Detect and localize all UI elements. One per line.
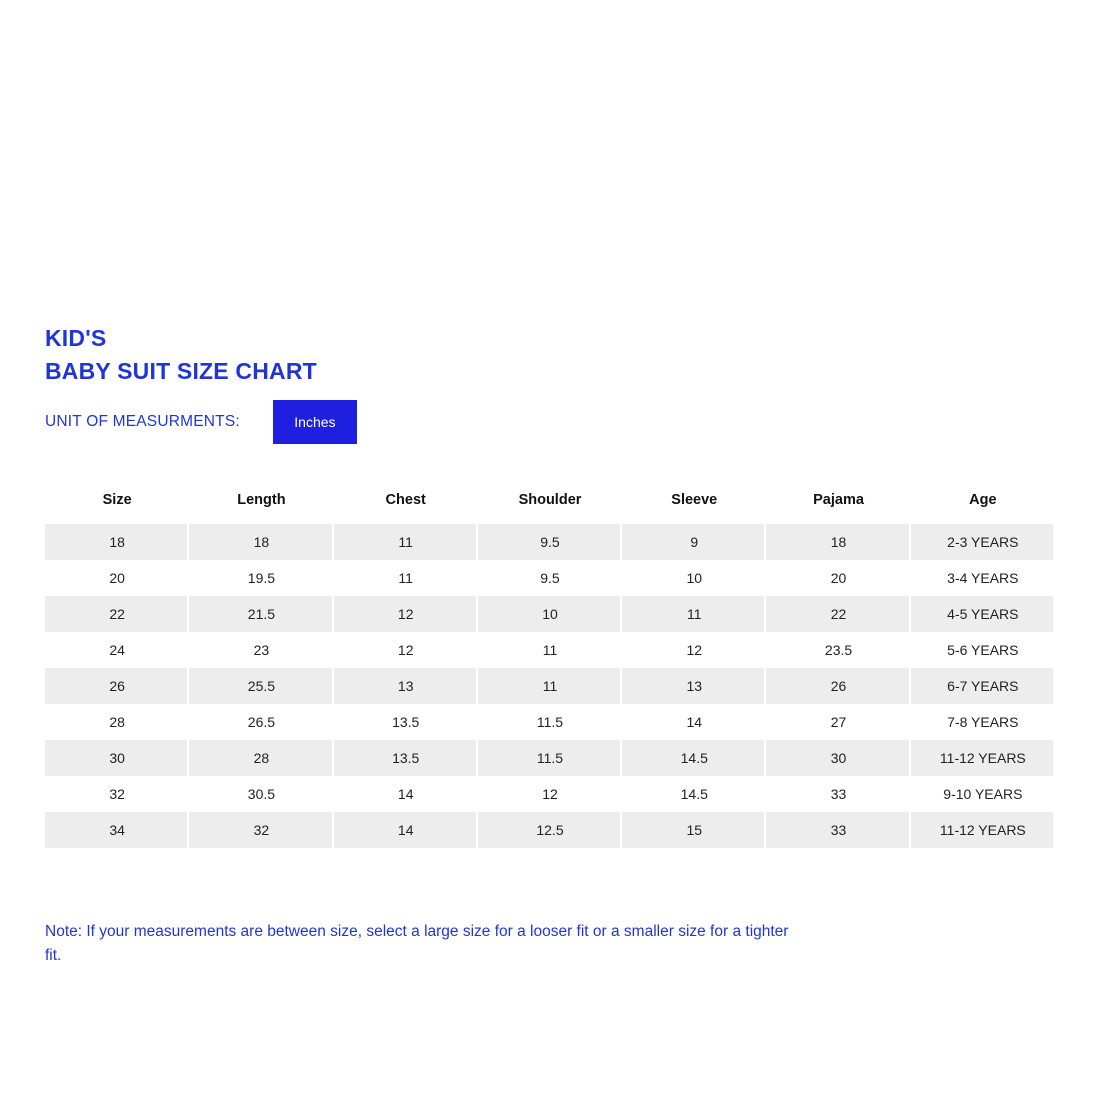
column-header-shoulder: Shoulder bbox=[478, 484, 622, 524]
title-line-1: KID'S bbox=[45, 325, 107, 351]
cell-age: 2-3 YEARS bbox=[911, 524, 1055, 560]
cell-length: 32 bbox=[189, 812, 333, 848]
cell-shoulder: 9.5 bbox=[478, 524, 622, 560]
cell-chest: 12 bbox=[334, 596, 478, 632]
column-header-pajama: Pajama bbox=[766, 484, 910, 524]
cell-sleeve: 10 bbox=[622, 560, 766, 596]
unit-toggle-inches[interactable]: Inches bbox=[273, 400, 357, 444]
cell-sleeve: 13 bbox=[622, 668, 766, 704]
cell-age: 4-5 YEARS bbox=[911, 596, 1055, 632]
cell-sleeve: 14.5 bbox=[622, 776, 766, 812]
cell-sleeve: 15 bbox=[622, 812, 766, 848]
cell-pajama: 33 bbox=[766, 812, 910, 848]
size-chart-table bbox=[45, 484, 1055, 848]
cell-length: 28 bbox=[189, 740, 333, 776]
cell-shoulder: 11.5 bbox=[478, 704, 622, 740]
cell-length: 26.5 bbox=[189, 704, 333, 740]
cell-sleeve: 9 bbox=[622, 524, 766, 560]
cell-sleeve: 12 bbox=[622, 632, 766, 668]
cell-length: 18 bbox=[189, 524, 333, 560]
table-row bbox=[45, 560, 1055, 596]
column-header-length: Length bbox=[189, 484, 333, 524]
cell-length: 21.5 bbox=[189, 596, 333, 632]
table-row bbox=[45, 812, 1055, 848]
cell-chest: 13 bbox=[334, 668, 478, 704]
cell-shoulder: 12.5 bbox=[478, 812, 622, 848]
cell-pajama: 22 bbox=[766, 596, 910, 632]
cell-size: 26 bbox=[45, 668, 189, 704]
cell-size: 34 bbox=[45, 812, 189, 848]
cell-chest: 13.5 bbox=[334, 704, 478, 740]
cell-sleeve: 14.5 bbox=[622, 740, 766, 776]
table-row bbox=[45, 632, 1055, 668]
cell-age: 3-4 YEARS bbox=[911, 560, 1055, 596]
measurement-note: Note: If your measurements are between size, select a large size for a looser fit or a smaller size for a tighter fit. bbox=[45, 923, 789, 965]
cell-chest: 11 bbox=[334, 560, 478, 596]
cell-chest: 12 bbox=[334, 632, 478, 668]
cell-pajama: 30 bbox=[766, 740, 910, 776]
table-row bbox=[45, 596, 1055, 632]
cell-size: 22 bbox=[45, 596, 189, 632]
table-row bbox=[45, 668, 1055, 704]
cell-pajama: 26 bbox=[766, 668, 910, 704]
page-title bbox=[45, 322, 745, 387]
cell-age: 11-12 YEARS bbox=[911, 812, 1055, 848]
column-header-sleeve: Sleeve bbox=[622, 484, 766, 524]
table-row bbox=[45, 704, 1055, 740]
cell-age: 7-8 YEARS bbox=[911, 704, 1055, 740]
cell-shoulder: 9.5 bbox=[478, 560, 622, 596]
cell-chest: 14 bbox=[334, 812, 478, 848]
cell-age: 11-12 YEARS bbox=[911, 740, 1055, 776]
cell-pajama: 23.5 bbox=[766, 632, 910, 668]
cell-pajama: 20 bbox=[766, 560, 910, 596]
cell-size: 20 bbox=[45, 560, 189, 596]
cell-age: 9-10 YEARS bbox=[911, 776, 1055, 812]
unit-of-measurement-row bbox=[45, 400, 357, 444]
cell-length: 23 bbox=[189, 632, 333, 668]
column-header-age: Age bbox=[911, 484, 1055, 524]
title-line-2: BABY SUIT SIZE CHART bbox=[45, 357, 317, 384]
unit-label: UNIT OF MEASURMENTS: bbox=[45, 413, 240, 430]
cell-chest: 13.5 bbox=[334, 740, 478, 776]
cell-length: 25.5 bbox=[189, 668, 333, 704]
cell-age: 5-6 YEARS bbox=[911, 632, 1055, 668]
column-header-size: Size bbox=[45, 484, 189, 524]
cell-sleeve: 11 bbox=[622, 596, 766, 632]
table-header-row bbox=[45, 484, 1055, 524]
cell-length: 30.5 bbox=[189, 776, 333, 812]
cell-sleeve: 14 bbox=[622, 704, 766, 740]
cell-pajama: 27 bbox=[766, 704, 910, 740]
cell-pajama: 33 bbox=[766, 776, 910, 812]
cell-size: 28 bbox=[45, 704, 189, 740]
cell-shoulder: 11.5 bbox=[478, 740, 622, 776]
cell-shoulder: 10 bbox=[478, 596, 622, 632]
table-row bbox=[45, 524, 1055, 560]
column-header-chest: Chest bbox=[334, 484, 478, 524]
table-row bbox=[45, 740, 1055, 776]
cell-size: 24 bbox=[45, 632, 189, 668]
cell-size: 18 bbox=[45, 524, 189, 560]
cell-size: 32 bbox=[45, 776, 189, 812]
cell-length: 19.5 bbox=[189, 560, 333, 596]
cell-shoulder: 11 bbox=[478, 632, 622, 668]
cell-age: 6-7 YEARS bbox=[911, 668, 1055, 704]
cell-shoulder: 12 bbox=[478, 776, 622, 812]
cell-shoulder: 11 bbox=[478, 668, 622, 704]
table-row bbox=[45, 776, 1055, 812]
cell-size: 30 bbox=[45, 740, 189, 776]
cell-chest: 14 bbox=[334, 776, 478, 812]
cell-chest: 11 bbox=[334, 524, 478, 560]
cell-pajama: 18 bbox=[766, 524, 910, 560]
